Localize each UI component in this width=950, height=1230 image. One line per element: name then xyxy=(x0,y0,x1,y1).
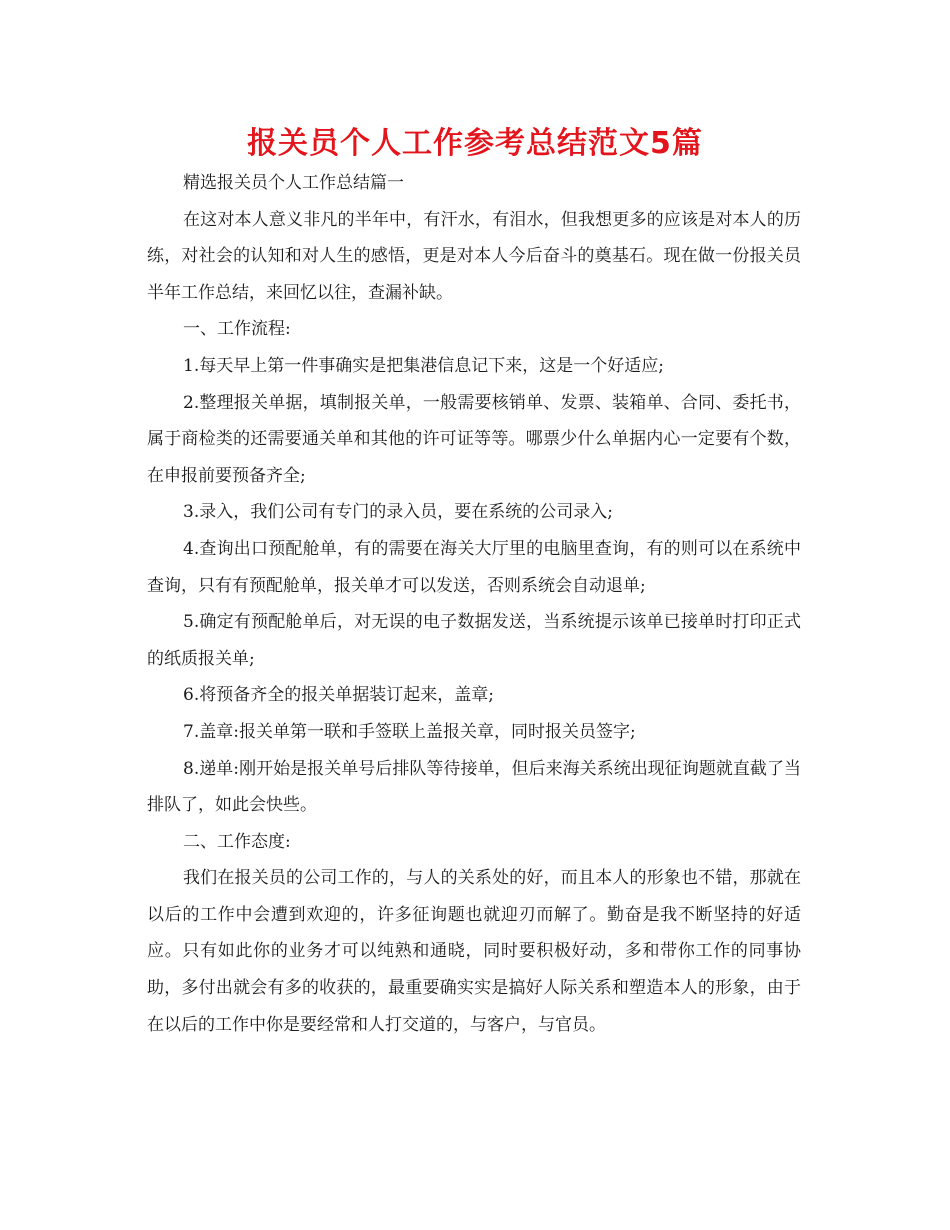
section-heading-work-attitude: 二、工作态度: xyxy=(183,831,291,852)
section-heading-work-process: 一、工作流程: xyxy=(183,319,291,340)
document-title: 报关员个人工作参考总结范文5篇 xyxy=(247,126,703,161)
list-item-step-1: 1.每天早上第一件事确实是把集港信息记下来，这是一个好适应; xyxy=(183,355,664,376)
list-item-step-5: 5.确定有预配舱单后，对无误的电子数据发送，当系统提示该单已接单时打印正式的纸质报关单; xyxy=(147,612,801,669)
list-item-step-4: 4.查询出口预配舱单，有的需要在海关大厅里的电脑里查询，有的则可以在系统中查询，只有有预配舱单，报关单才可以发送，否则系统会自动退单; xyxy=(147,538,801,596)
list-item-step-6: 6.将预备齐全的报关单据装订起来，盖章; xyxy=(183,685,494,706)
section-heading-article-one: 精选报关员个人工作总结篇一 xyxy=(183,173,404,193)
list-item-step-2: 2.整理报关单据，填制报关单，一般需要核销单、发票、装箱单、合同、委托书，属于商检类的还需要通关单和其他的许可证等等。哪票少什么单据内心一定要有个数，在申报前要预备齐全; xyxy=(147,392,801,486)
paragraph-work-attitude: 我们在报关员的公司工作的，与人的关系处的好，而且本人的形象也不错，那就在以后的工作中会遭到欢迎的，许多征询题也就迎刃而解了。勤奋是我不断坚持的好适应。只有如此你的业务才可以纯熟和通晓，同时要积极好动，多和带你工作的同事协助，多付出就会有多的收获的，最重要确实实是搞好人际关系和塑造本人的形象，由于在以后的工作中你是要经常和人打交道的，与客户，与官员。 xyxy=(147,868,801,1035)
document-body xyxy=(147,165,801,1043)
list-item-step-3: 3.录入，我们公司有专门的录入员，要在系统的公司录入; xyxy=(183,502,613,523)
list-item-step-7: 7.盖章:报关单第一联和手签联上盖报关章，同时报关员签字; xyxy=(183,721,636,742)
list-item-step-8: 8.递单:刚开始是报关单号后排队等待接单，但后来海关系统出现征询题就直截了当排队了，如此会快些。 xyxy=(147,758,801,816)
paragraph-intro: 在这对本人意义非凡的半年中，有汗水，有泪水，但我想更多的应该是对本人的历练，对社会的认知和对人生的感悟，更是对本人今后奋斗的奠基石。现在做一份报关员半年工作总结，来回忆以往，查漏补缺。 xyxy=(147,209,801,303)
